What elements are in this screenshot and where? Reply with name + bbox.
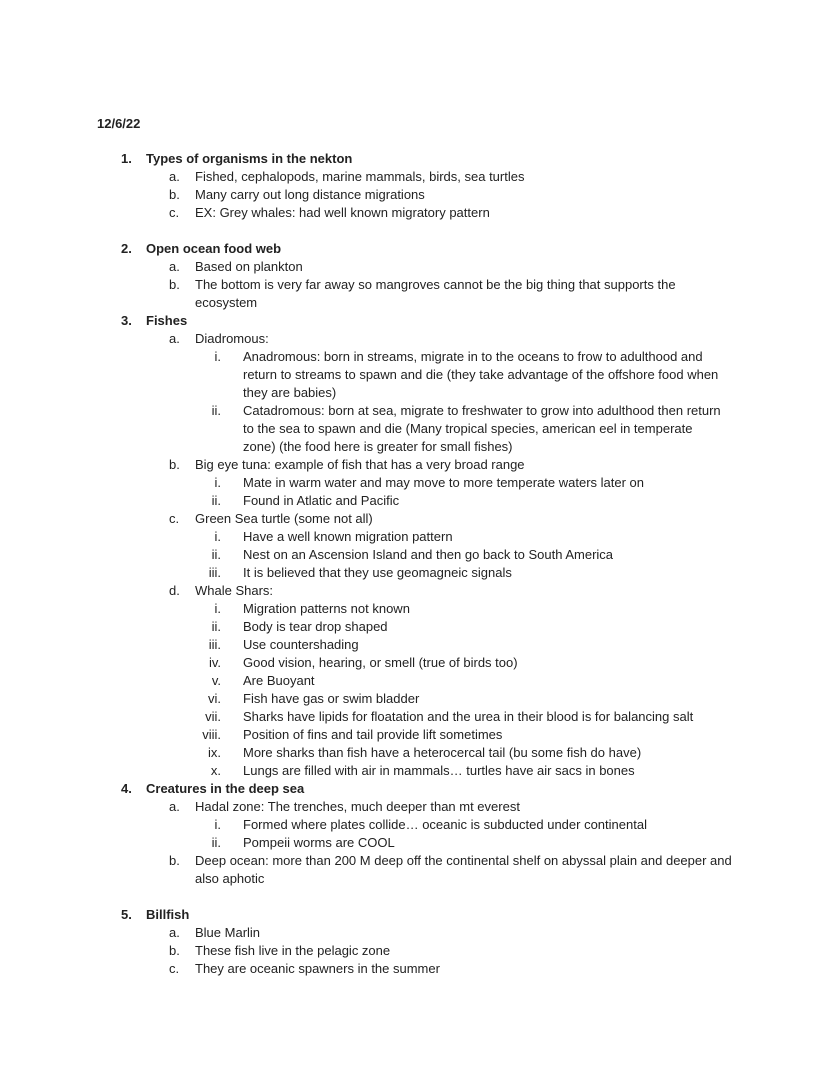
- list-item-text: Body is tear drop shaped: [243, 619, 388, 634]
- sub-list-item: [202, 726, 728, 744]
- list-marker: iv.: [208, 655, 221, 670]
- list-marker: b.: [169, 943, 180, 958]
- list-item-text: These fish live in the pelagic zone: [195, 943, 391, 958]
- list-marker: a.: [169, 799, 180, 814]
- sub-list-item: [211, 402, 728, 456]
- list-item-text: Migration patterns not known: [243, 601, 410, 616]
- sub-list-item: [208, 636, 728, 654]
- list-item-text: Lungs are filled with air in mammals… turtles have air sacs in bones: [243, 763, 635, 778]
- sub-list-item: [208, 564, 728, 582]
- list-item-text: Fish have gas or swim bladder: [243, 691, 420, 706]
- list-marker: a.: [169, 331, 180, 346]
- list-item-text: Nest on an Ascension Island and then go back to South America: [243, 547, 614, 562]
- list-item-text: Big eye tuna: example of fish that has a very broad range: [195, 457, 525, 472]
- section-title: Creatures in the deep sea: [146, 781, 305, 796]
- list-marker: v.: [211, 673, 221, 688]
- list-item-text: Diadromous:: [195, 331, 269, 346]
- sub-list-item: [214, 528, 728, 546]
- list-item-text: It is believed that they use geomagneic signals: [243, 565, 512, 580]
- list-item: [169, 510, 735, 528]
- sub-list-item: [211, 672, 728, 690]
- list-marker: i.: [214, 601, 221, 616]
- list-item: [169, 456, 735, 474]
- list-item-text: They are oceanic spawners in the summer: [195, 961, 440, 976]
- sub-list-item: [211, 492, 728, 510]
- list-item-text: Anadromous: born in streams, migrate in to the oceans to frow to adulthood and return to streams to spawn and die (they take advantage of the offshore food when they are babies): [243, 349, 719, 400]
- sub-list-item: [214, 348, 728, 402]
- list-item: [169, 960, 735, 978]
- list-item-text: Good vision, hearing, or smell (true of birds too): [243, 655, 518, 670]
- list-item-text: Pompeii worms are COOL: [243, 835, 395, 850]
- section-title: Open ocean food web: [146, 241, 282, 256]
- section-title: Types of organisms in the nekton: [146, 151, 353, 166]
- sub-list-item: [214, 816, 728, 834]
- list-marker: a.: [169, 259, 180, 274]
- list-item: [169, 258, 735, 276]
- sub-list-item: [208, 744, 728, 762]
- list-item-text: More sharks than fish have a heterocercal tail (bu some fish do have): [243, 745, 642, 760]
- list-marker: iii.: [208, 637, 221, 652]
- list-item-text: Use countershading: [243, 637, 359, 652]
- outline-list: [0, 150, 828, 978]
- sub-list-item: [208, 654, 728, 672]
- list-item-text: Deep ocean: more than 200 M deep off the continental shelf on abyssal plain and deeper and also aphotic: [195, 853, 732, 886]
- section-title: Billfish: [146, 907, 190, 922]
- section-title: Fishes: [146, 313, 188, 328]
- list-item: [169, 276, 735, 312]
- list-marker: ii.: [211, 547, 221, 562]
- blank-line: [0, 222, 828, 240]
- list-item-text: Green Sea turtle (some not all): [195, 511, 373, 526]
- list-item-text: Have a well known migration pattern: [243, 529, 453, 544]
- list-marker: c.: [169, 205, 180, 220]
- list-marker: vii.: [205, 709, 221, 724]
- list-item: [169, 168, 735, 186]
- list-item-text: Position of fins and tail provide lift sometimes: [243, 727, 503, 742]
- list-item: [169, 798, 735, 816]
- list-marker: b.: [169, 187, 180, 202]
- list-item-text: Sharks have lipids for floatation and the urea in their blood is for balancing salt: [243, 709, 694, 724]
- list-item-text: Fished, cephalopods, marine mammals, birds, sea turtles: [195, 169, 525, 184]
- section-number: 5.: [121, 907, 132, 922]
- section-heading: [121, 150, 828, 168]
- section-heading: [121, 240, 828, 258]
- list-marker: i.: [214, 529, 221, 544]
- sub-list-item: [211, 546, 728, 564]
- list-item-text: EX: Grey whales: had well known migratory pattern: [195, 205, 490, 220]
- list-item-text: Catadromous: born at sea, migrate to freshwater to grow into adulthood then return to the sea to spawn and die (Many tropical species, american eel in temperate zone) (the food here is greater for small fishes): [243, 403, 721, 454]
- section-number: 1.: [121, 151, 132, 166]
- list-marker: i.: [214, 475, 221, 490]
- list-item: [169, 942, 735, 960]
- sub-list-item: [214, 600, 728, 618]
- list-item-text: Found in Atlatic and Pacific: [243, 493, 400, 508]
- section-number: 4.: [121, 781, 132, 796]
- list-item-text: Based on plankton: [195, 259, 303, 274]
- list-item-text: Whale Shars:: [195, 583, 274, 598]
- section-number: 3.: [121, 313, 132, 328]
- list-marker: a.: [169, 169, 180, 184]
- list-item-text: Many carry out long distance migrations: [195, 187, 425, 202]
- sub-list-item: [205, 708, 728, 726]
- list-marker: i.: [214, 349, 221, 364]
- list-marker: ii.: [211, 493, 221, 508]
- sub-list-item: [210, 762, 728, 780]
- list-item-text: Formed where plates collide… oceanic is subducted under continental: [243, 817, 647, 832]
- list-item: [169, 204, 735, 222]
- list-marker: viii.: [202, 727, 221, 742]
- section-heading: [121, 906, 828, 924]
- sub-list-item: [211, 834, 728, 852]
- section-heading: [121, 780, 828, 798]
- list-item-text: The bottom is very far away so mangroves cannot be the big thing that supports the ecosystem: [195, 277, 676, 310]
- section-heading: [121, 312, 828, 330]
- list-marker: ii.: [211, 835, 221, 850]
- list-marker: vi.: [208, 691, 221, 706]
- sub-list-item: [211, 618, 728, 636]
- sub-list-item: [214, 474, 728, 492]
- list-item-text: Blue Marlin: [195, 925, 261, 940]
- list-marker: i.: [214, 817, 221, 832]
- list-marker: ii.: [211, 619, 221, 634]
- list-item: [169, 852, 735, 888]
- list-marker: iii.: [208, 565, 221, 580]
- list-marker: b.: [169, 457, 180, 472]
- list-item-text: Are Buoyant: [243, 673, 315, 688]
- list-marker: d.: [169, 583, 180, 598]
- list-item-text: Mate in warm water and may move to more temperate waters later on: [243, 475, 644, 490]
- list-item-text: Hadal zone: The trenches, much deeper than mt everest: [195, 799, 520, 814]
- list-item: [169, 924, 735, 942]
- list-item: [169, 582, 735, 600]
- list-marker: a.: [169, 925, 180, 940]
- list-marker: c.: [169, 961, 180, 976]
- section-number: 2.: [121, 241, 132, 256]
- blank-line: [0, 888, 828, 906]
- list-marker: ix.: [208, 745, 221, 760]
- list-marker: x.: [210, 763, 221, 778]
- list-marker: b.: [169, 277, 180, 292]
- list-item: [169, 186, 735, 204]
- sub-list-item: [208, 690, 728, 708]
- list-item: [169, 330, 735, 348]
- list-marker: c.: [169, 511, 180, 526]
- note-date: 12/6/22: [97, 116, 141, 131]
- list-marker: ii.: [211, 403, 221, 418]
- list-marker: b.: [169, 853, 180, 868]
